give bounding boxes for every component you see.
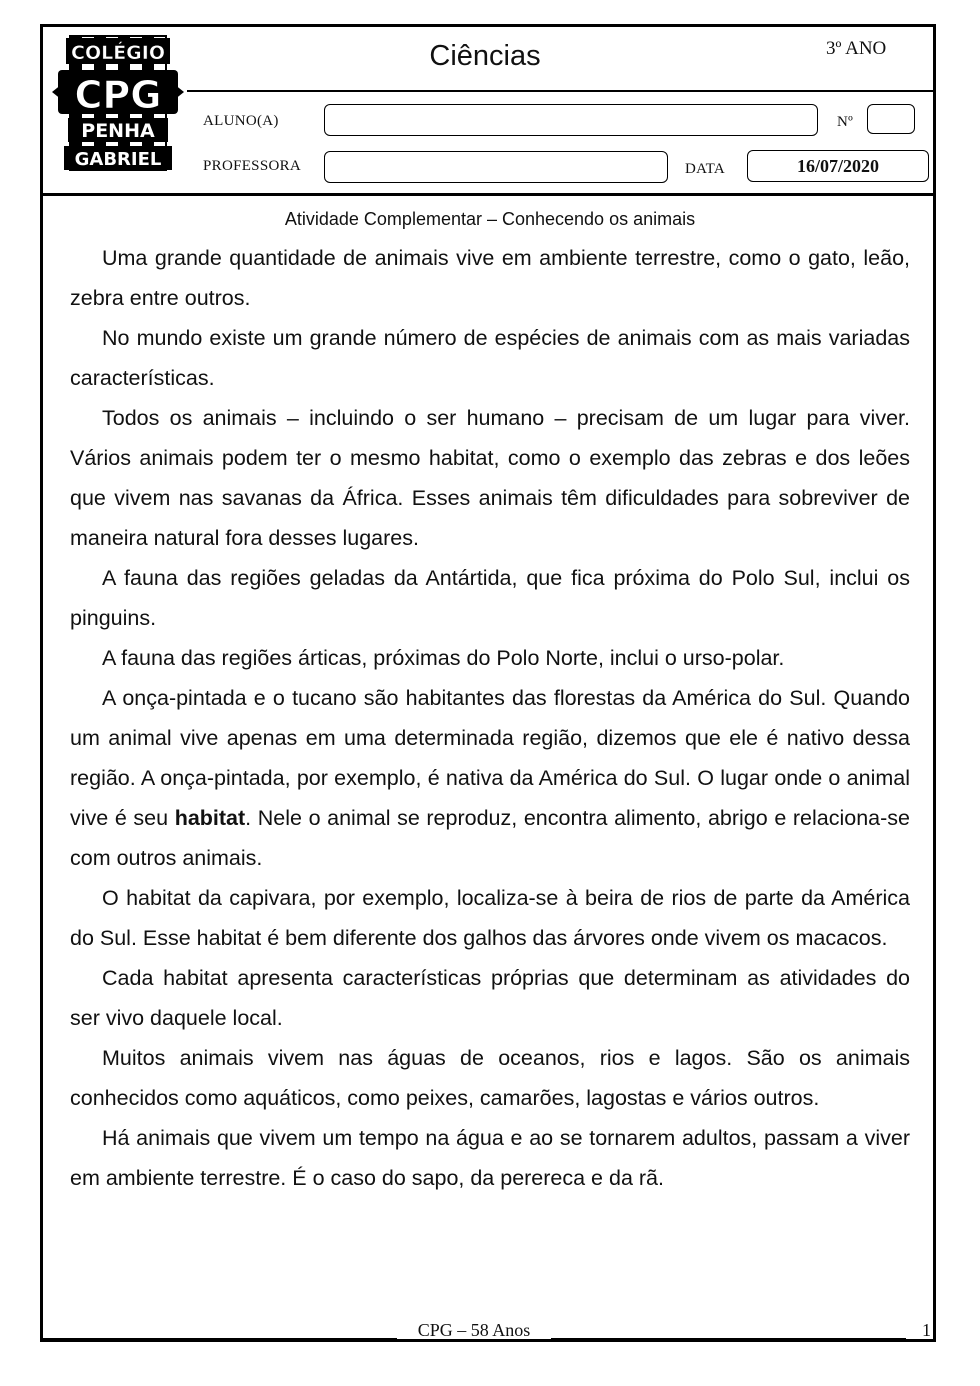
number-label: Nº <box>837 114 854 130</box>
text-content <box>70 238 910 1198</box>
footer-text: CPG – 58 Anos <box>417 1320 531 1340</box>
paragraph: Há animais que vivem um tempo na água e ao se tornarem adultos, passam a viver em ambiente terrestre. É o caso do sapo, da perereca e da rã. <box>70 1126 910 1190</box>
page-number: 1 <box>922 1320 931 1340</box>
paragraph: Muitos animais vivem nas águas de oceanos, rios e lagos. São os animais conhecidos como aquáticos, como peixes, camarões, lagostas e vários outros. <box>70 1046 910 1110</box>
grade-label: 3º ANO <box>826 38 887 59</box>
logo-text-colegio: COLÉGIO <box>71 42 165 64</box>
subject-title: Ciências <box>429 40 541 72</box>
student-name-field[interactable] <box>324 104 818 136</box>
paragraph: A fauna das regiões geladas da Antártida, que fica próxima do Polo Sul, inclui os pinguins. <box>70 566 910 630</box>
header-divider <box>187 90 936 92</box>
logo-text-cpg: CPG <box>74 73 162 117</box>
logo-text-penha: PENHA <box>81 120 155 142</box>
paragraph-text: A onça-pintada e o tucano são habitantes das florestas da América do Sul. Quando um animal vive apenas em uma determinada região, dizemos que ele é nativo dessa região. A onça-pintada, por exemplo, é nativa da América do Sul. O lugar onde o animal vive é seu <box>70 686 910 830</box>
teacher-label: PROFESSORA <box>203 158 302 174</box>
footer-rule-left <box>42 1338 397 1339</box>
paragraph: No mundo existe um grande número de espécies de animais com as mais variadas características. <box>70 326 910 390</box>
footer-rule-right <box>551 1338 906 1339</box>
paragraph: O habitat da capivara, por exemplo, localiza-se à beira de rios de parte da América do Sul. Esse habitat é bem diferente dos galhos das árvores onde vivem os macacos. <box>70 886 910 950</box>
student-number-field[interactable] <box>867 104 915 134</box>
teacher-name-field[interactable] <box>324 151 668 183</box>
student-label: ALUNO(A) <box>203 113 279 129</box>
paragraph: A fauna das regiões árticas, próximas do Polo Norte, inclui o urso-polar. <box>102 646 785 670</box>
paragraph: Cada habitat apresenta características próprias que determinam as atividades do ser vivo daquele local. <box>70 966 910 1030</box>
paragraph-habitat <box>70 678 910 878</box>
paragraph: Todos os animais – incluindo o ser humano – precisam de um lugar para viver. Vários animais podem ter o mesmo habitat, como o exemplo das zebras e dos leões que vivem nas savanas da África. Esses animais têm dificuldades para sobreviver de maneira natural fora desses lugares. <box>70 406 910 550</box>
paragraph-text: . Nele o animal se reproduz, encontra alimento, abrigo e relaciona-se com outros animais. <box>70 806 910 870</box>
habitat-term: habitat <box>174 806 246 830</box>
school-logo-icon <box>48 28 188 176</box>
date-field[interactable]: 16/07/2020 <box>747 150 929 182</box>
activity-title: Atividade Complementar – Conhecendo os animais <box>284 209 696 229</box>
date-label: DATA <box>685 161 725 177</box>
logo-text-gabriel: GABRIEL <box>74 149 162 170</box>
paragraph: Uma grande quantidade de animais vive em ambiente terrestre, como o gato, leão, zebra entre outros. <box>70 246 910 310</box>
